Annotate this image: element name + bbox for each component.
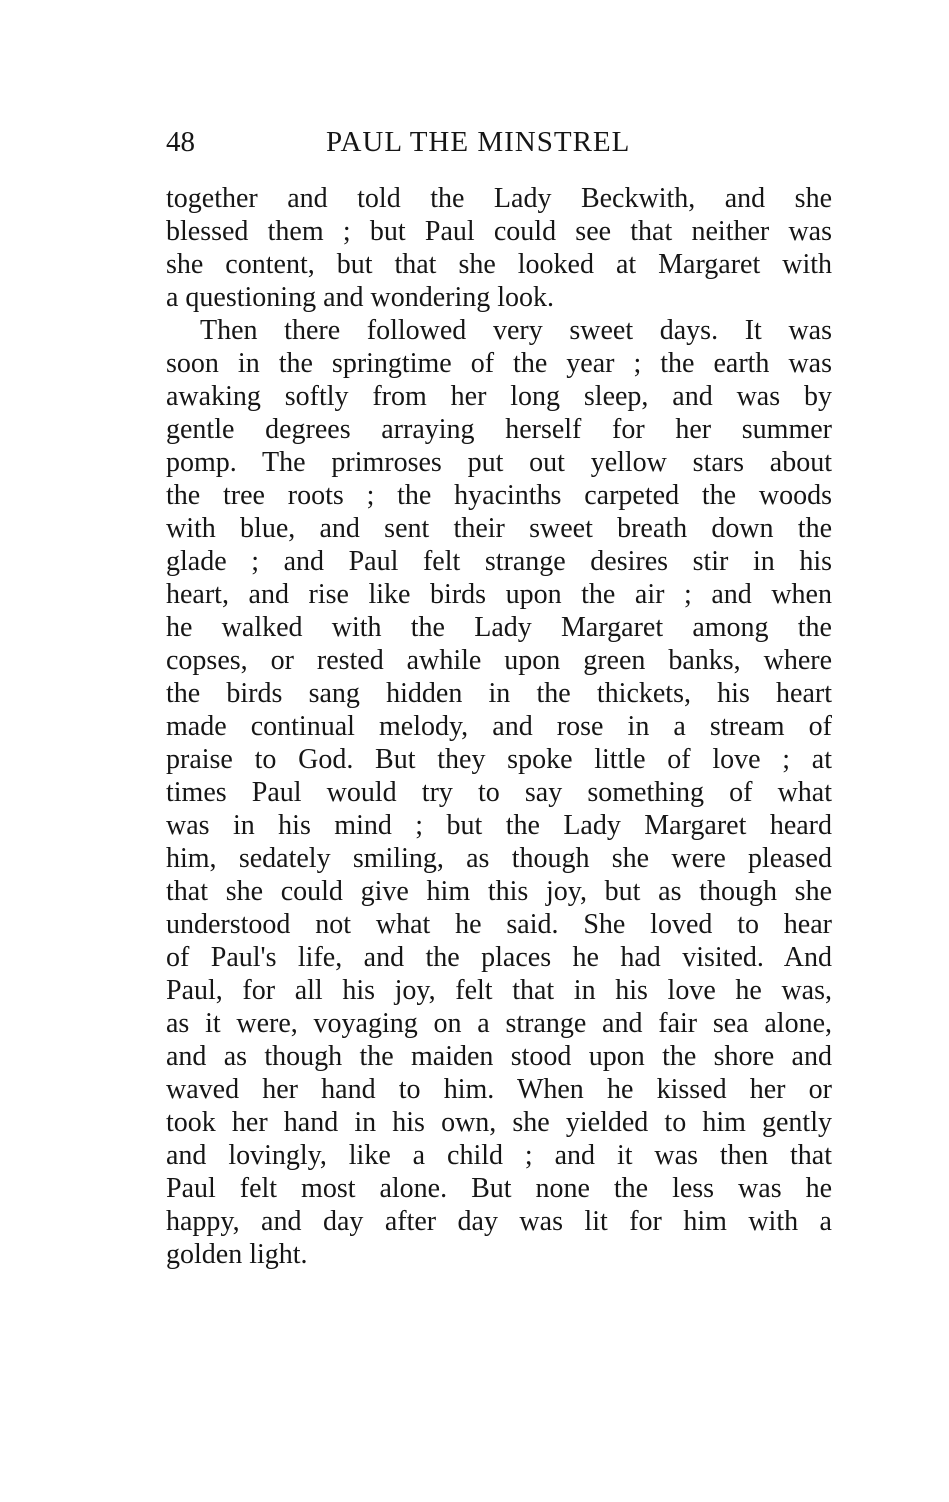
text-line: golden light. — [166, 1239, 308, 1270]
text-line: Paul felt most alone. But none the less was he — [166, 1173, 832, 1204]
text-line: happy, and day after day was lit for him with a — [166, 1206, 832, 1237]
text-line: Then there followed very sweet days. It was — [200, 315, 832, 346]
text-line: a questioning and wondering look. — [166, 282, 555, 313]
text-line: heart, and rise like birds upon the air ; and when — [166, 579, 832, 610]
text-line: that she could give him this joy, but as though she — [166, 876, 832, 907]
text-line: pomp. The primroses put out yellow stars about — [166, 447, 832, 478]
text-line: made continual melody, and rose in a stream of — [166, 711, 832, 742]
text-line: of Paul's life, and the places he had visited. And — [166, 942, 832, 973]
running-head — [166, 120, 832, 168]
text-line: times Paul would try to say something of what — [166, 777, 832, 808]
paragraph-2 — [166, 314, 832, 1271]
page-number: 48 — [166, 126, 195, 158]
text-line: glade ; and Paul felt strange desires stir in his — [166, 546, 832, 577]
text-line: soon in the springtime of the year ; the earth was — [166, 348, 832, 379]
running-title: PAUL THE MINSTREL — [326, 126, 631, 158]
text-line: the birds sang hidden in the thickets, his heart — [166, 678, 832, 709]
paragraph-1 — [166, 182, 832, 314]
text-line: the tree roots ; the hyacinths carpeted the woods — [166, 480, 832, 511]
text-line: as it were, voyaging on a strange and fair sea alone, — [166, 1008, 832, 1039]
text-line: and as though the maiden stood upon the shore and — [166, 1041, 832, 1072]
text-line: gentle degrees arraying herself for her summer — [166, 414, 832, 445]
text-line: together and told the Lady Beckwith, and she — [166, 183, 832, 214]
text-line: with blue, and sent their sweet breath down the — [166, 513, 832, 544]
text-line: was in his mind ; but the Lady Margaret heard — [166, 810, 832, 841]
text-line: waved her hand to him. When he kissed her or — [166, 1074, 832, 1105]
text-line: Paul, for all his joy, felt that in his love he was, — [166, 975, 832, 1006]
text-line: took her hand in his own, she yielded to him gently — [166, 1107, 832, 1138]
book-page — [166, 120, 832, 1271]
text-line: awaking softly from her long sleep, and was by — [166, 381, 832, 412]
body-text — [166, 182, 832, 1271]
text-line: copses, or rested awhile upon green banks, where — [166, 645, 832, 676]
text-line: understood not what he said. She loved to hear — [166, 909, 832, 940]
text-line: he walked with the Lady Margaret among the — [166, 612, 832, 643]
text-line: blessed them ; but Paul could see that neither was — [166, 216, 832, 247]
text-line: him, sedately smiling, as though she were pleased — [166, 843, 832, 874]
text-line: praise to God. But they spoke little of love ; at — [166, 744, 832, 775]
text-line: she content, but that she looked at Margaret with — [166, 249, 832, 280]
text-line: and lovingly, like a child ; and it was then that — [166, 1140, 832, 1171]
